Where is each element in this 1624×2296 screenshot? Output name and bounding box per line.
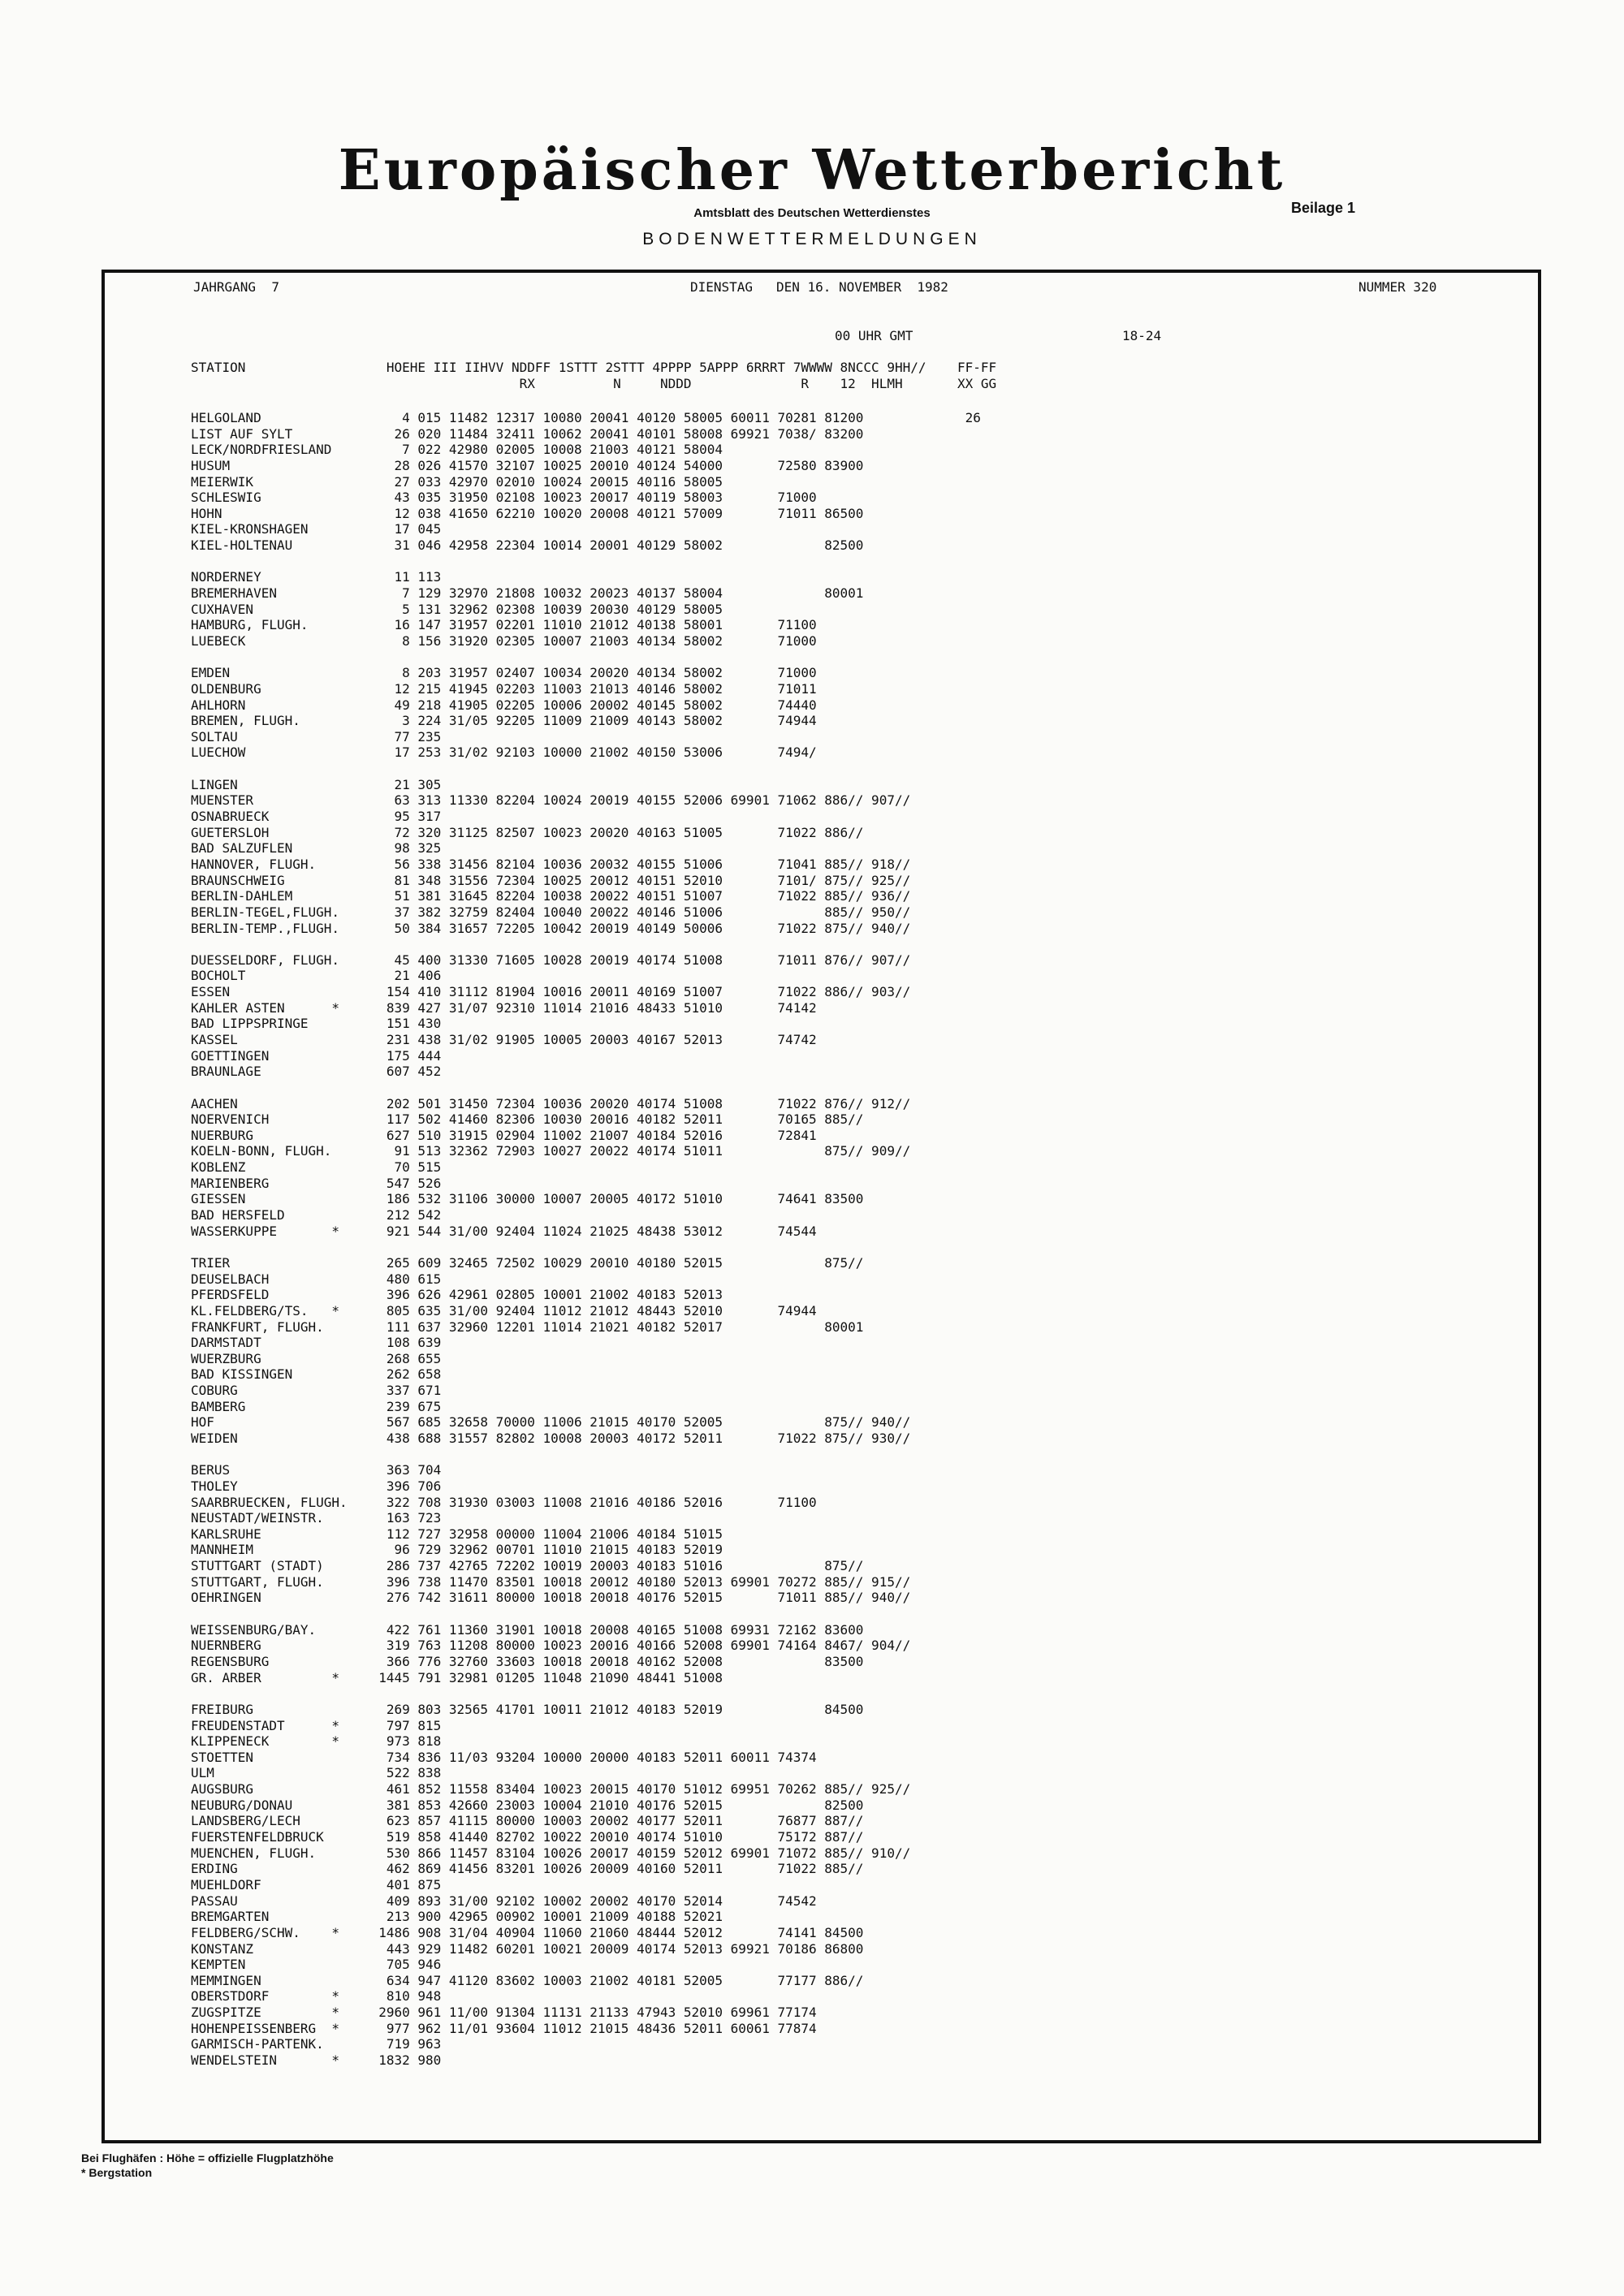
station-row: GR. ARBER * 1445 791 32981 01205 11048 21090 48441 51008: [191, 1669, 723, 1685]
station-row: WEIDEN 438 688 31557 82802 10008 20003 40172 52011 71022 875// 930//: [191, 1431, 911, 1446]
station-row: BAMBERG 239 675: [191, 1398, 442, 1414]
footnote-mountain: * Bergstation: [81, 2166, 153, 2179]
station-row: KARLSRUHE 112 727 32958 00000 11004 21006 40184 51015: [191, 1526, 723, 1542]
station-row: WUERZBURG 268 655: [191, 1350, 442, 1366]
station-row: STUTTGART (STADT) 286 737 42765 72202 10019 20003 40183 51016 875//: [191, 1558, 864, 1574]
station-row: BAD HERSFELD 212 542: [191, 1207, 442, 1224]
station-row: SOLTAU 77 235: [191, 728, 442, 744]
report-date: DIENSTAG DEN 16. NOVEMBER 1982: [690, 279, 948, 295]
station-row: ERDING 462 869 41456 83201 10026 20009 40160 52011 71022 885//: [191, 1861, 864, 1877]
station-row: KONSTANZ 443 929 11482 60201 10021 20009 40174 52013 69921 70186 86800: [191, 1940, 864, 1957]
station-row: AUGSBURG 461 852 11558 83404 10023 20015 40170 51012 69951 70262 885// 925//: [191, 1781, 911, 1798]
beilage-label: Beilage 1: [1291, 200, 1356, 216]
station-row: OSNABRUECK 95 317: [191, 809, 442, 825]
station-row: BERLIN-TEGEL,FLUGH. 37 382 32759 82404 10040 20022 40146 51006 885// 950//: [191, 904, 911, 920]
station-row: COBURG 337 671: [191, 1383, 442, 1399]
section-title: BODENWETTERMELDUNGEN: [642, 230, 982, 248]
station-table: [191, 410, 981, 2069]
station-row: LECK/NORDFRIESLAND 7 022 42980 02005 10008 21003 40121 58004: [191, 442, 723, 458]
report-subtitle: Amtsblatt des Deutschen Wetterdienstes: [693, 206, 931, 220]
station-row: CUXHAVEN 5 131 32962 02308 10039 20030 40129 58005: [191, 601, 723, 617]
station-row: LUEBECK 8 156 31920 02305 10007 21003 40134 58002 71000: [191, 632, 817, 649]
station-row: BAD SALZUFLEN 98 325: [191, 840, 442, 857]
report-title: Europäischer Wetterbericht: [338, 138, 1286, 203]
station-row: GUETERSLOH 72 320 31125 82507 10023 20020 40163 51005 71022 886//: [191, 824, 864, 840]
station-row: BREMERHAVEN 7 129 32970 21808 10032 20023 40137 58004 80001: [191, 585, 864, 602]
group-spacer: [191, 650, 981, 666]
group-spacer: [191, 1447, 981, 1463]
station-row: ULM 522 838: [191, 1765, 442, 1781]
group-spacer: [191, 554, 981, 570]
time-range: 18-24: [1122, 328, 1162, 343]
station-row: BERUS 363 704: [191, 1462, 442, 1478]
station-row: MUENSTER 63 313 11330 82204 10024 20019 40155 52006 69901 71062 886// 907//: [191, 792, 911, 809]
station-row: KIEL-KRONSHAGEN 17 045: [191, 521, 442, 537]
station-row: NEUBURG/DONAU 381 853 42660 23003 10004 21010 40176 52015 82500: [191, 1797, 864, 1813]
station-row: MEIERWIK 27 033 42970 02010 10024 20015 40116 58005: [191, 473, 723, 490]
station-row: KIEL-HOLTENAU 31 046 42958 22304 10014 20001 40129 58002 82500: [191, 537, 864, 554]
station-row: LANDSBERG/LECH 623 857 41115 80000 10003 20002 40177 52011 76877 887//: [191, 1813, 864, 1829]
station-row: NUERNBERG 319 763 11208 80000 10023 20016 40166 52008 69901 74164 8467/ 904//: [191, 1638, 911, 1654]
station-row: EMDEN 8 203 31957 02407 10034 20020 40134 58002 71000: [191, 665, 817, 681]
station-row: LIST AUF SYLT 26 020 11484 32411 10062 20041 40101 58008 69921 7038/ 83200: [191, 425, 864, 442]
station-row: OBERSTDORF * 810 948: [191, 1988, 442, 2005]
station-row: STUTTGART, FLUGH. 396 738 11470 83501 10018 20012 40180 52013 69901 70272 885// 915//: [191, 1573, 911, 1590]
station-row: FELDBERG/SCHW. * 1486 908 31/04 40904 11060 21060 48444 52012 74141 84500: [191, 1924, 864, 1940]
station-row: AHLHORN 49 218 41905 02205 10006 20002 40145 58002 74440: [191, 697, 817, 713]
station-row: DUESSELDORF, FLUGH. 45 400 31330 71605 10028 20019 40174 51008 71011 876// 907//: [191, 952, 911, 968]
station-row: MANNHEIM 96 729 32962 00701 11010 21015 40183 52019: [191, 1542, 723, 1558]
column-header-1: STATION HOEHE III IIHVV NDDFF 1STTT 2STTT 4PPPP 5APPP 6RRRT 7WWWW 8NCCC 9HH// FF-FF: [191, 360, 997, 375]
station-row: HELGOLAND 4 015 11482 12317 10080 20041 40120 58005 60011 70281 81200 26: [191, 410, 981, 425]
station-row: LUECHOW 17 253 31/02 92103 10000 21002 40150 53006 7494/: [191, 744, 817, 761]
station-row: ZUGSPITZE * 2960 961 11/00 91304 11131 21133 47943 52010 69961 77174: [191, 2005, 817, 2021]
station-row: GOETTINGEN 175 444: [191, 1047, 442, 1064]
group-spacer: [191, 1080, 981, 1096]
station-row: DEUSELBACH 480 615: [191, 1271, 442, 1287]
station-row: STOETTEN 734 836 11/03 93204 10000 20000 40183 52011 60011 74374: [191, 1749, 817, 1765]
group-spacer: [191, 1685, 981, 1702]
station-row: PASSAU 409 893 31/00 92102 10002 20002 40170 52014 74542: [191, 1892, 817, 1909]
station-row: KOBLENZ 70 515: [191, 1159, 442, 1176]
station-row: REGENSBURG 366 776 32760 33603 10018 20018 40162 52008 83500: [191, 1653, 864, 1669]
group-spacer: [191, 1606, 981, 1622]
station-row: HOHN 12 038 41650 62210 10020 20008 40121 57009 71011 86500: [191, 505, 864, 521]
station-row: WENDELSTEIN * 1832 980: [191, 2052, 442, 2068]
station-row: LINGEN 21 305: [191, 776, 442, 792]
station-row: BREMEN, FLUGH. 3 224 31/05 92205 11009 21009 40143 58002 74944: [191, 713, 817, 729]
station-row: KASSEL 231 438 31/02 91905 10005 20003 40167 52013 74742: [191, 1031, 817, 1047]
jahrgang: JAHRGANG 7: [193, 279, 279, 295]
station-row: NEUSTADT/WEINSTR. 163 723: [191, 1510, 442, 1526]
station-row: FREIBURG 269 803 32565 41701 10011 21012 40183 52019 84500: [191, 1701, 864, 1717]
station-row: NORDERNEY 11 113: [191, 569, 442, 585]
station-row: HAMBURG, FLUGH. 16 147 31957 02201 11010 21012 40138 58001 71100: [191, 617, 817, 633]
station-row: MARIENBERG 547 526: [191, 1175, 442, 1191]
station-row: MEMMINGEN 634 947 41120 83602 10003 21002 40181 52005 77177 886//: [191, 1972, 864, 1988]
station-row: NOERVENICH 117 502 41460 82306 10030 20016 40182 52011 70165 885//: [191, 1111, 864, 1128]
station-row: WASSERKUPPE * 921 544 31/00 92404 11024 21025 48438 53012 74544: [191, 1223, 817, 1239]
station-row: HOHENPEISSENBERG * 977 962 11/01 93604 11012 21015 48436 52011 60061 77874: [191, 2020, 817, 2036]
station-row: HANNOVER, FLUGH. 56 338 31456 82104 10036 20032 40155 51006 71041 885// 918//: [191, 856, 911, 872]
station-row: BREMGARTEN 213 900 42965 00902 10001 21009 40188 52021: [191, 1909, 723, 1925]
station-row: TRIER 265 609 32465 72502 10029 20010 40180 52015 875//: [191, 1254, 864, 1271]
station-row: AACHEN 202 501 31450 72304 10036 20020 40174 51008 71022 876// 912//: [191, 1095, 911, 1111]
station-row: FREUDENSTADT * 797 815: [191, 1717, 442, 1733]
station-row: SAARBRUECKEN, FLUGH. 322 708 31930 03003 11008 21016 40186 52016 71100: [191, 1494, 817, 1510]
station-row: MUEHLDORF 401 875: [191, 1876, 442, 1892]
station-row: PFERDSFELD 396 626 42961 02805 10001 21002 40183 52013: [191, 1287, 723, 1303]
footnote-airports: Bei Flughäfen : Höhe = offizielle Flugplatzhöhe: [81, 2151, 334, 2164]
station-row: BERLIN-TEMP.,FLUGH. 50 384 31657 72205 10042 20019 40149 50006 71022 875// 940//: [191, 920, 911, 936]
station-row: BERLIN-DAHLEM 51 381 31645 82204 10038 20022 40151 51007 71022 885// 936//: [191, 888, 911, 904]
station-row: SCHLESWIG 43 035 31950 02108 10023 20017 40119 58003 71000: [191, 490, 817, 506]
station-row: KOELN-BONN, FLUGH. 91 513 32362 72903 10027 20022 40174 51011 875// 909//: [191, 1143, 911, 1159]
station-row: KEMPTEN 705 946: [191, 1957, 442, 1973]
group-spacer: [191, 1239, 981, 1255]
station-row: FRANKFURT, FLUGH. 111 637 32960 12201 11014 21021 40182 52017 80001: [191, 1318, 864, 1335]
station-row: MUENCHEN, FLUGH. 530 866 11457 83104 10026 20017 40159 52012 69901 71072 885// 910//: [191, 1845, 911, 1861]
station-row: FUERSTENFELDBRUCK 519 858 41440 82702 10022 20010 40174 51010 75172 887//: [191, 1829, 864, 1845]
station-row: KAHLER ASTEN * 839 427 31/07 92310 11014 21016 48433 51010 74142: [191, 999, 817, 1016]
observation-time: 00 UHR GMT: [835, 328, 914, 343]
issue-number: NUMMER 320: [1358, 279, 1437, 295]
station-row: DARMSTADT 108 639: [191, 1335, 442, 1351]
column-header-2: RX N NDDD R 12 HLMH XX GG: [191, 376, 997, 391]
station-row: ESSEN 154 410 31112 81904 10016 20011 40169 51007 71022 886// 903//: [191, 984, 911, 1000]
station-row: OEHRINGEN 276 742 31611 80000 10018 20018 40176 52015 71011 885// 940//: [191, 1590, 911, 1606]
station-row: BAD LIPPSPRINGE 151 430: [191, 1016, 442, 1032]
station-row: WEISSENBURG/BAY. 422 761 11360 31901 10018 20008 40165 51008 69931 72162 83600: [191, 1621, 864, 1638]
group-spacer: [191, 936, 981, 952]
group-spacer: [191, 761, 981, 777]
station-row: OLDENBURG 12 215 41945 02203 11003 21013 40146 58002 71011: [191, 680, 817, 697]
station-row: BAD KISSINGEN 262 658: [191, 1366, 442, 1383]
station-row: GIESSEN 186 532 31106 30000 10007 20005 40172 51010 74641 83500: [191, 1191, 864, 1207]
station-row: THOLEY 396 706: [191, 1478, 442, 1494]
station-row: BOCHOLT 21 406: [191, 968, 442, 984]
station-row: NUERBURG 627 510 31915 02904 11002 21007 40184 52016 72841: [191, 1127, 817, 1143]
station-row: KL.FELDBERG/TS. * 805 635 31/00 92404 11012 21012 48443 52010 74944: [191, 1302, 817, 1318]
station-row: GARMISCH-PARTENK. 719 963: [191, 2036, 442, 2052]
station-row: HUSUM 28 026 41570 32107 10025 20010 40124 54000 72580 83900: [191, 457, 864, 473]
station-row: HOF 567 685 32658 70000 11006 21015 40170 52005 875// 940//: [191, 1414, 911, 1431]
station-row: BRAUNSCHWEIG 81 348 31556 72304 10025 20012 40151 52010 7101/ 875// 925//: [191, 872, 911, 888]
station-row: KLIPPENECK * 973 818: [191, 1733, 442, 1750]
station-row: BRAUNLAGE 607 452: [191, 1064, 442, 1080]
